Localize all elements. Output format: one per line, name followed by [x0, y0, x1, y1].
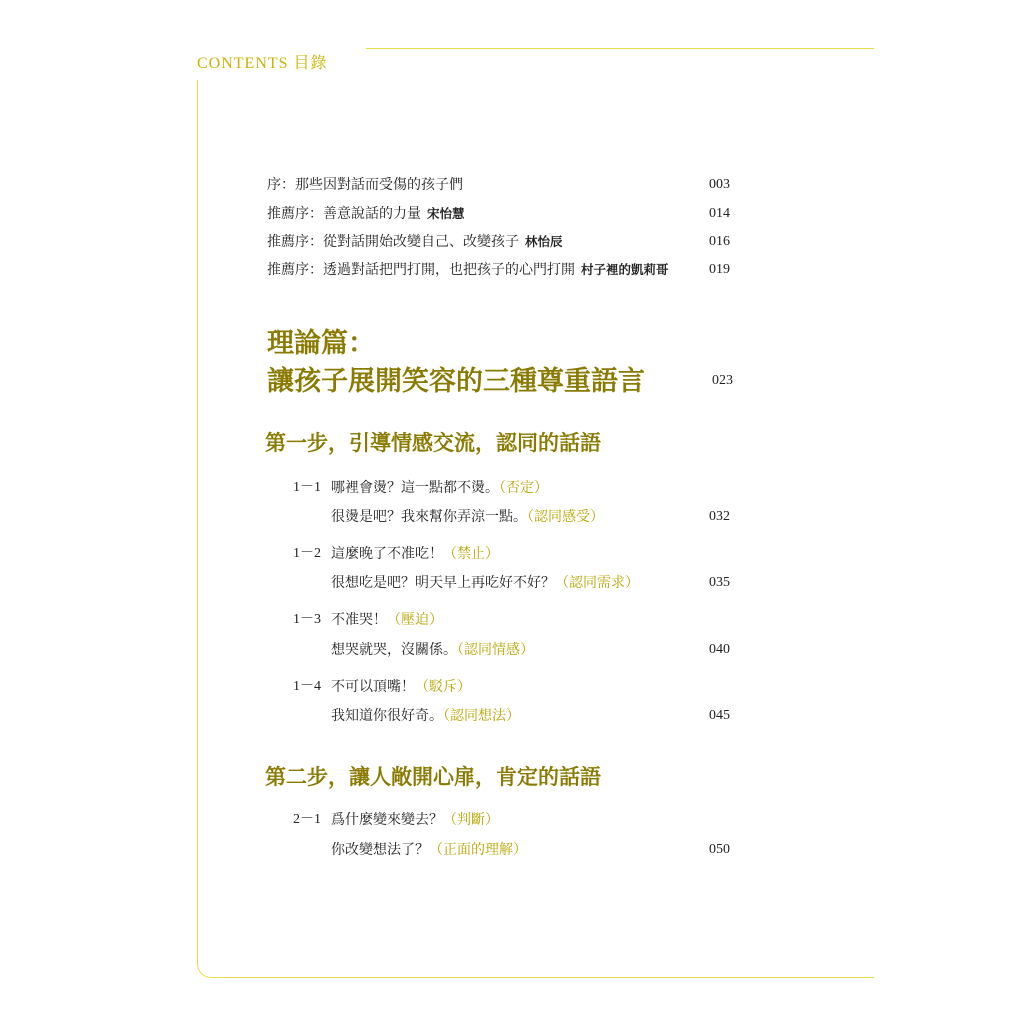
section-entry[interactable]	[0, 476, 1024, 500]
section-entry-response[interactable]	[0, 571, 1024, 595]
section-heading	[331, 608, 443, 632]
section-bad-tag: （否定）	[499, 480, 548, 496]
section-number: 1－1	[293, 480, 321, 495]
page-number: 040	[709, 642, 730, 657]
preface-entry[interactable]	[0, 173, 1024, 197]
section-number: 1－3	[293, 612, 321, 627]
section-response	[331, 838, 527, 862]
preface-author: 林怡辰	[525, 234, 563, 249]
page-number: 003	[709, 177, 730, 192]
section-bad-phrase: 不可以頂嘴！	[331, 679, 415, 695]
section-number: 1－4	[293, 679, 321, 694]
section-response	[331, 505, 604, 529]
section-bad-phrase: 不准哭！	[331, 612, 387, 628]
section-response	[331, 704, 520, 728]
header-rule	[366, 48, 874, 49]
preface-entry[interactable]	[0, 202, 1024, 226]
section-good-phrase: 很燙是吧？我來幫你弄涼一點。	[331, 509, 527, 525]
section-number: 2－1	[293, 812, 321, 827]
preface-label: 推薦序：透過對話把門打開，也把孩子的心門打開	[267, 262, 575, 278]
section-entry-response[interactable]	[0, 704, 1024, 728]
preface-title	[267, 230, 563, 254]
section-heading	[331, 808, 499, 832]
section-bad-tag: （壓迫）	[387, 612, 443, 628]
section-good-tag: （認同情感）	[457, 642, 534, 658]
section-good-phrase: 想哭就哭，沒關係。	[331, 642, 457, 658]
part-title-line2[interactable]: 讓孩子展開笑容的三種尊重語言	[267, 366, 645, 397]
section-good-tag: （認同感受）	[527, 509, 604, 525]
preface-label: 序：那些因對話而受傷的孩子們	[267, 177, 463, 193]
page-number: 045	[709, 708, 730, 723]
section-bad-phrase: 這麼晚了不准吃！	[331, 546, 443, 562]
preface-author: 宋怡慧	[427, 206, 465, 221]
preface-author: 村子裡的凱莉哥	[581, 262, 669, 277]
section-good-phrase: 我知道你很好奇。	[331, 708, 443, 724]
preface-label: 推薦序：善意說話的力量	[267, 206, 421, 222]
section-bad-tag: （禁止）	[443, 546, 499, 562]
contents-header-title: CONTENTS 目錄	[197, 55, 328, 72]
section-entry-response[interactable]	[0, 638, 1024, 662]
section-bad-phrase: 哪裡會燙？這一點都不燙。	[331, 480, 499, 496]
preface-title	[267, 173, 463, 197]
section-entry-response[interactable]	[0, 838, 1024, 862]
section-bad-tag: （駁斥）	[415, 679, 471, 695]
page-number: 050	[709, 842, 730, 857]
section-good-phrase: 很想吃是吧？明天早上再吃好不好？	[331, 575, 555, 591]
section-bad-phrase: 爲什麼變來變去？	[331, 812, 443, 828]
section-entry[interactable]	[0, 675, 1024, 699]
section-entry[interactable]	[0, 808, 1024, 832]
preface-title	[267, 258, 669, 282]
section-heading	[331, 675, 471, 699]
section-good-tag: （認同需求）	[555, 575, 639, 591]
step-title[interactable]: 第二步，讓人敞開心扉，肯定的話語	[265, 765, 601, 789]
section-heading	[331, 542, 499, 566]
section-good-tag: （正面的理解）	[429, 842, 527, 858]
preface-title	[267, 202, 465, 226]
section-entry-response[interactable]	[0, 505, 1024, 529]
section-good-phrase: 你改變想法了？	[331, 842, 429, 858]
section-heading	[331, 476, 548, 500]
section-response	[331, 571, 639, 595]
page-number: 035	[709, 575, 730, 590]
page-number: 019	[709, 262, 730, 277]
section-entry[interactable]	[0, 608, 1024, 632]
part-page-number: 023	[712, 373, 733, 388]
page-number: 032	[709, 509, 730, 524]
preface-label: 推薦序：從對話開始改變自己、改變孩子	[267, 234, 519, 250]
page-number: 014	[709, 206, 730, 221]
section-good-tag: （認同想法）	[443, 708, 520, 724]
section-response	[331, 638, 534, 662]
section-number: 1－2	[293, 546, 321, 561]
section-bad-tag: （判斷）	[443, 812, 499, 828]
part-title-line1: 理論篇：	[267, 328, 375, 359]
step-title[interactable]: 第一步，引導情感交流，認同的話語	[265, 431, 601, 455]
preface-entry[interactable]	[0, 258, 1024, 282]
page-number: 016	[709, 234, 730, 249]
preface-entry[interactable]	[0, 230, 1024, 254]
section-entry[interactable]	[0, 542, 1024, 566]
